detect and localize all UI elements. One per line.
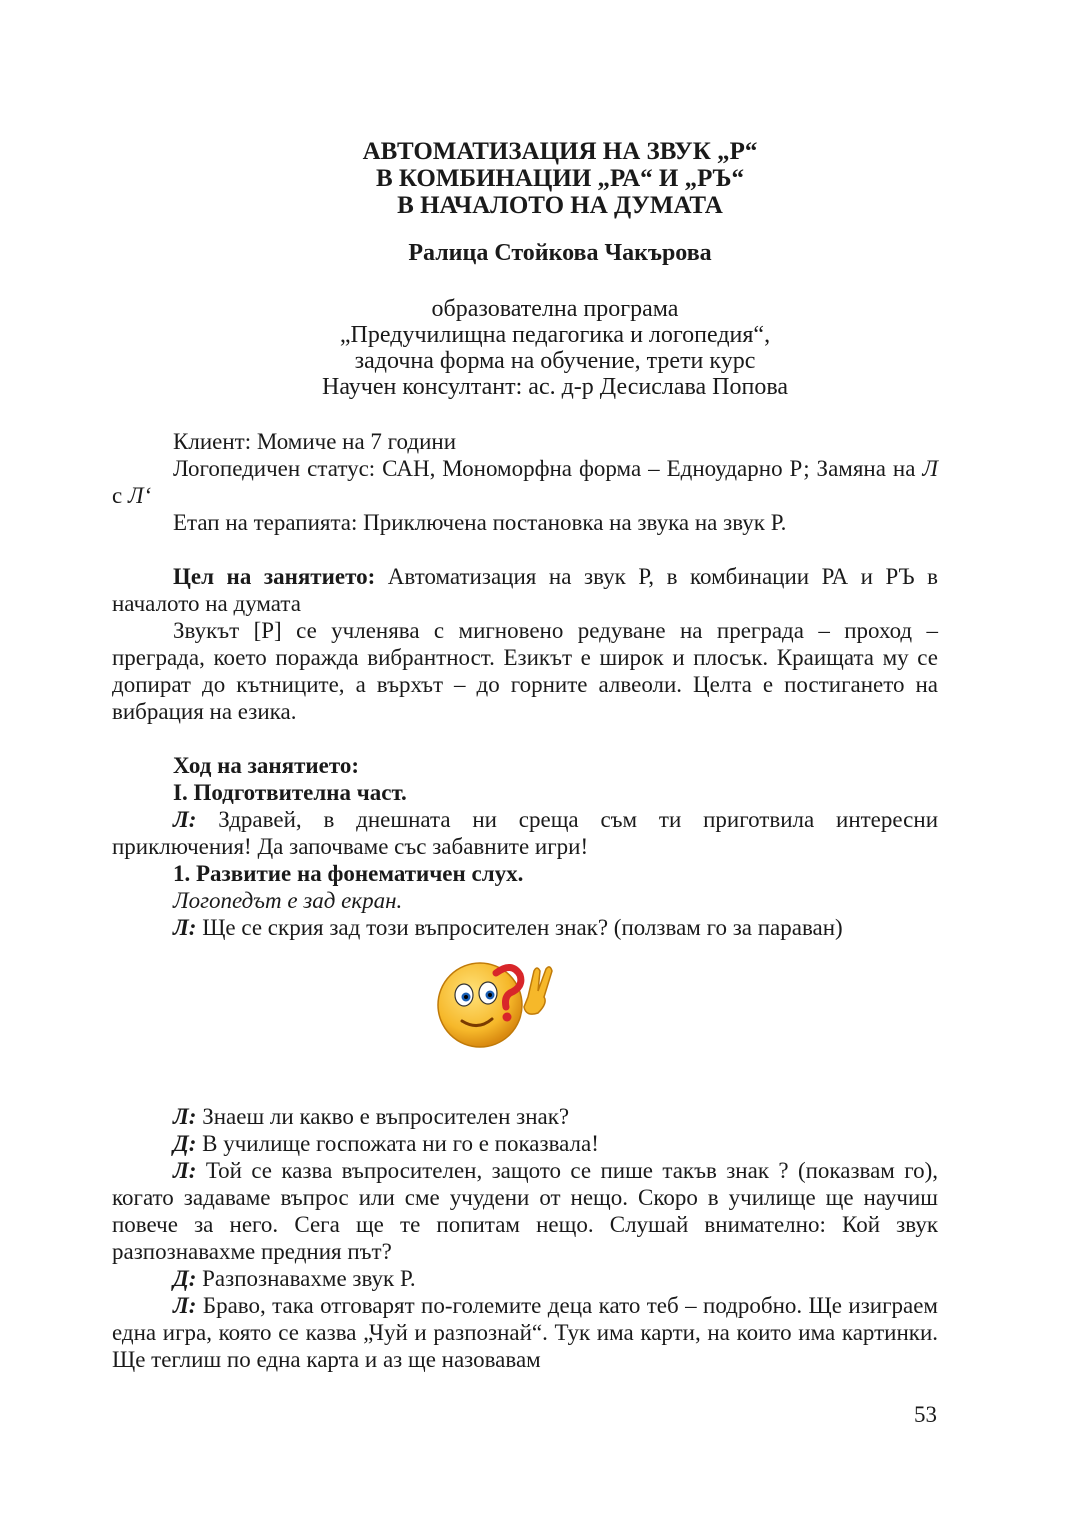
stage-line: Етап на терапията: Приключена постановка на звука на звук Р. xyxy=(173,510,787,535)
status-letter-soft: Л‘ xyxy=(127,483,152,508)
dialogue-line xyxy=(112,1157,938,1265)
speaker-label: Л: xyxy=(173,1293,197,1318)
stage-direction: Логопедът е зад екран. xyxy=(173,888,403,913)
title-line-1: АВТОМАТИЗАЦИЯ НА ЗВУК „Р“ xyxy=(362,138,758,165)
dialogue-text: Здравей, в днешната ни среща съм ти приготвила интересни приключения! Да започваме със забавните игри! xyxy=(112,807,938,859)
author-name: Ралица Стойкова Чакърова xyxy=(408,240,712,266)
part-heading: I. Подготвителна част. xyxy=(173,780,407,805)
articulation-paragraph: Звукът [Р] се учленява с мигновено редуване на преграда – проход – преграда, което поражда вибрантност. Езикът е широк и плосък. Краищата му се допират до кътниците, а върхът – до горните алвеоли. Целта е постигането на вибрация на езика. xyxy=(112,618,938,724)
dialogue-text: В училище госпожата ни го е показвала! xyxy=(196,1131,599,1156)
speaker-label: Л: xyxy=(173,1104,197,1129)
goal-label: Цел на занятието: xyxy=(173,564,376,589)
dialogue-line xyxy=(112,1130,938,1157)
dialogue-line xyxy=(112,1103,938,1130)
subsection-heading: 1. Развитие на фонематичен слух. xyxy=(173,861,524,886)
page-number: 53 xyxy=(914,1402,937,1427)
affiliation xyxy=(30,296,1080,400)
dialogue-line xyxy=(112,806,938,860)
speaker-label: Л: xyxy=(173,1158,197,1183)
dialogue-text: Знаеш ли какво е въпросителен знак? xyxy=(196,1104,570,1129)
dialogue-line xyxy=(112,1292,938,1373)
dialogue-line xyxy=(112,1265,938,1292)
status-text: Логопедичен статус: САН, Мономорфна форма – Едноударно Р; Замяна на xyxy=(173,456,923,481)
affiliation-line-1: образователна програма xyxy=(431,296,679,322)
dialogue-line xyxy=(112,914,938,941)
status-line xyxy=(112,455,938,509)
dialogue-block xyxy=(112,1103,938,1373)
goal-paragraph xyxy=(112,563,938,617)
status-connector: с xyxy=(112,483,128,508)
page-title xyxy=(40,138,1080,219)
dialogue-text: Браво, така отговарят по-големите деца като теб – подробно. Ще изиграем една игра, която се казва „Чуй и разпознай“. Тук има карти, на които има картинки. Ще теглиш по една карта и аз ще назовавам xyxy=(112,1293,938,1372)
speaker-label: Д: xyxy=(173,1131,197,1156)
affiliation-line-4: Научен консултант: ас. д-р Десислава Попова xyxy=(321,374,789,400)
dialogue-text: Разпознавахме звук Р. xyxy=(196,1266,416,1291)
speaker-label: Л: xyxy=(173,915,197,940)
affiliation-line-2: „Предучилищна педагогика и логопедия“, xyxy=(339,322,771,348)
client-line: Клиент: Момиче на 7 години xyxy=(173,429,457,454)
goal-text: Автоматизация на звук Р, в комбинации РА и РЪ в началото на думата xyxy=(112,564,938,616)
status-letter: Л xyxy=(922,456,938,481)
dialogue-text: Ще се скрия зад този въпросителен знак? (ползвам го за параван) xyxy=(196,915,843,940)
affiliation-line-3: задочна форма на обучение, трети курс xyxy=(354,348,756,374)
dialogue-text: Той се казва въпросителен, защото се пише такъв знак ? (показвам го), когато задаваме въпрос или сме учудени от нещо. Скоро в училище ще научиш повече за него. Сега ще те попитам нещо. Слушай внимателно: Кой звук разпознавахме предния път? xyxy=(112,1158,938,1264)
title-line-2: В КОМБИНАЦИИ „РА“ И „РЪ“ xyxy=(375,165,744,192)
speaker-label: Д: xyxy=(173,1266,197,1291)
thinking-emoji-icon xyxy=(430,955,560,1050)
title-line-3: В НАЧАЛОТО НА ДУМАТА xyxy=(397,192,723,219)
course-heading: Ход на занятието: xyxy=(173,753,359,778)
speaker-label: Л: xyxy=(173,807,197,832)
client-block xyxy=(112,428,938,941)
